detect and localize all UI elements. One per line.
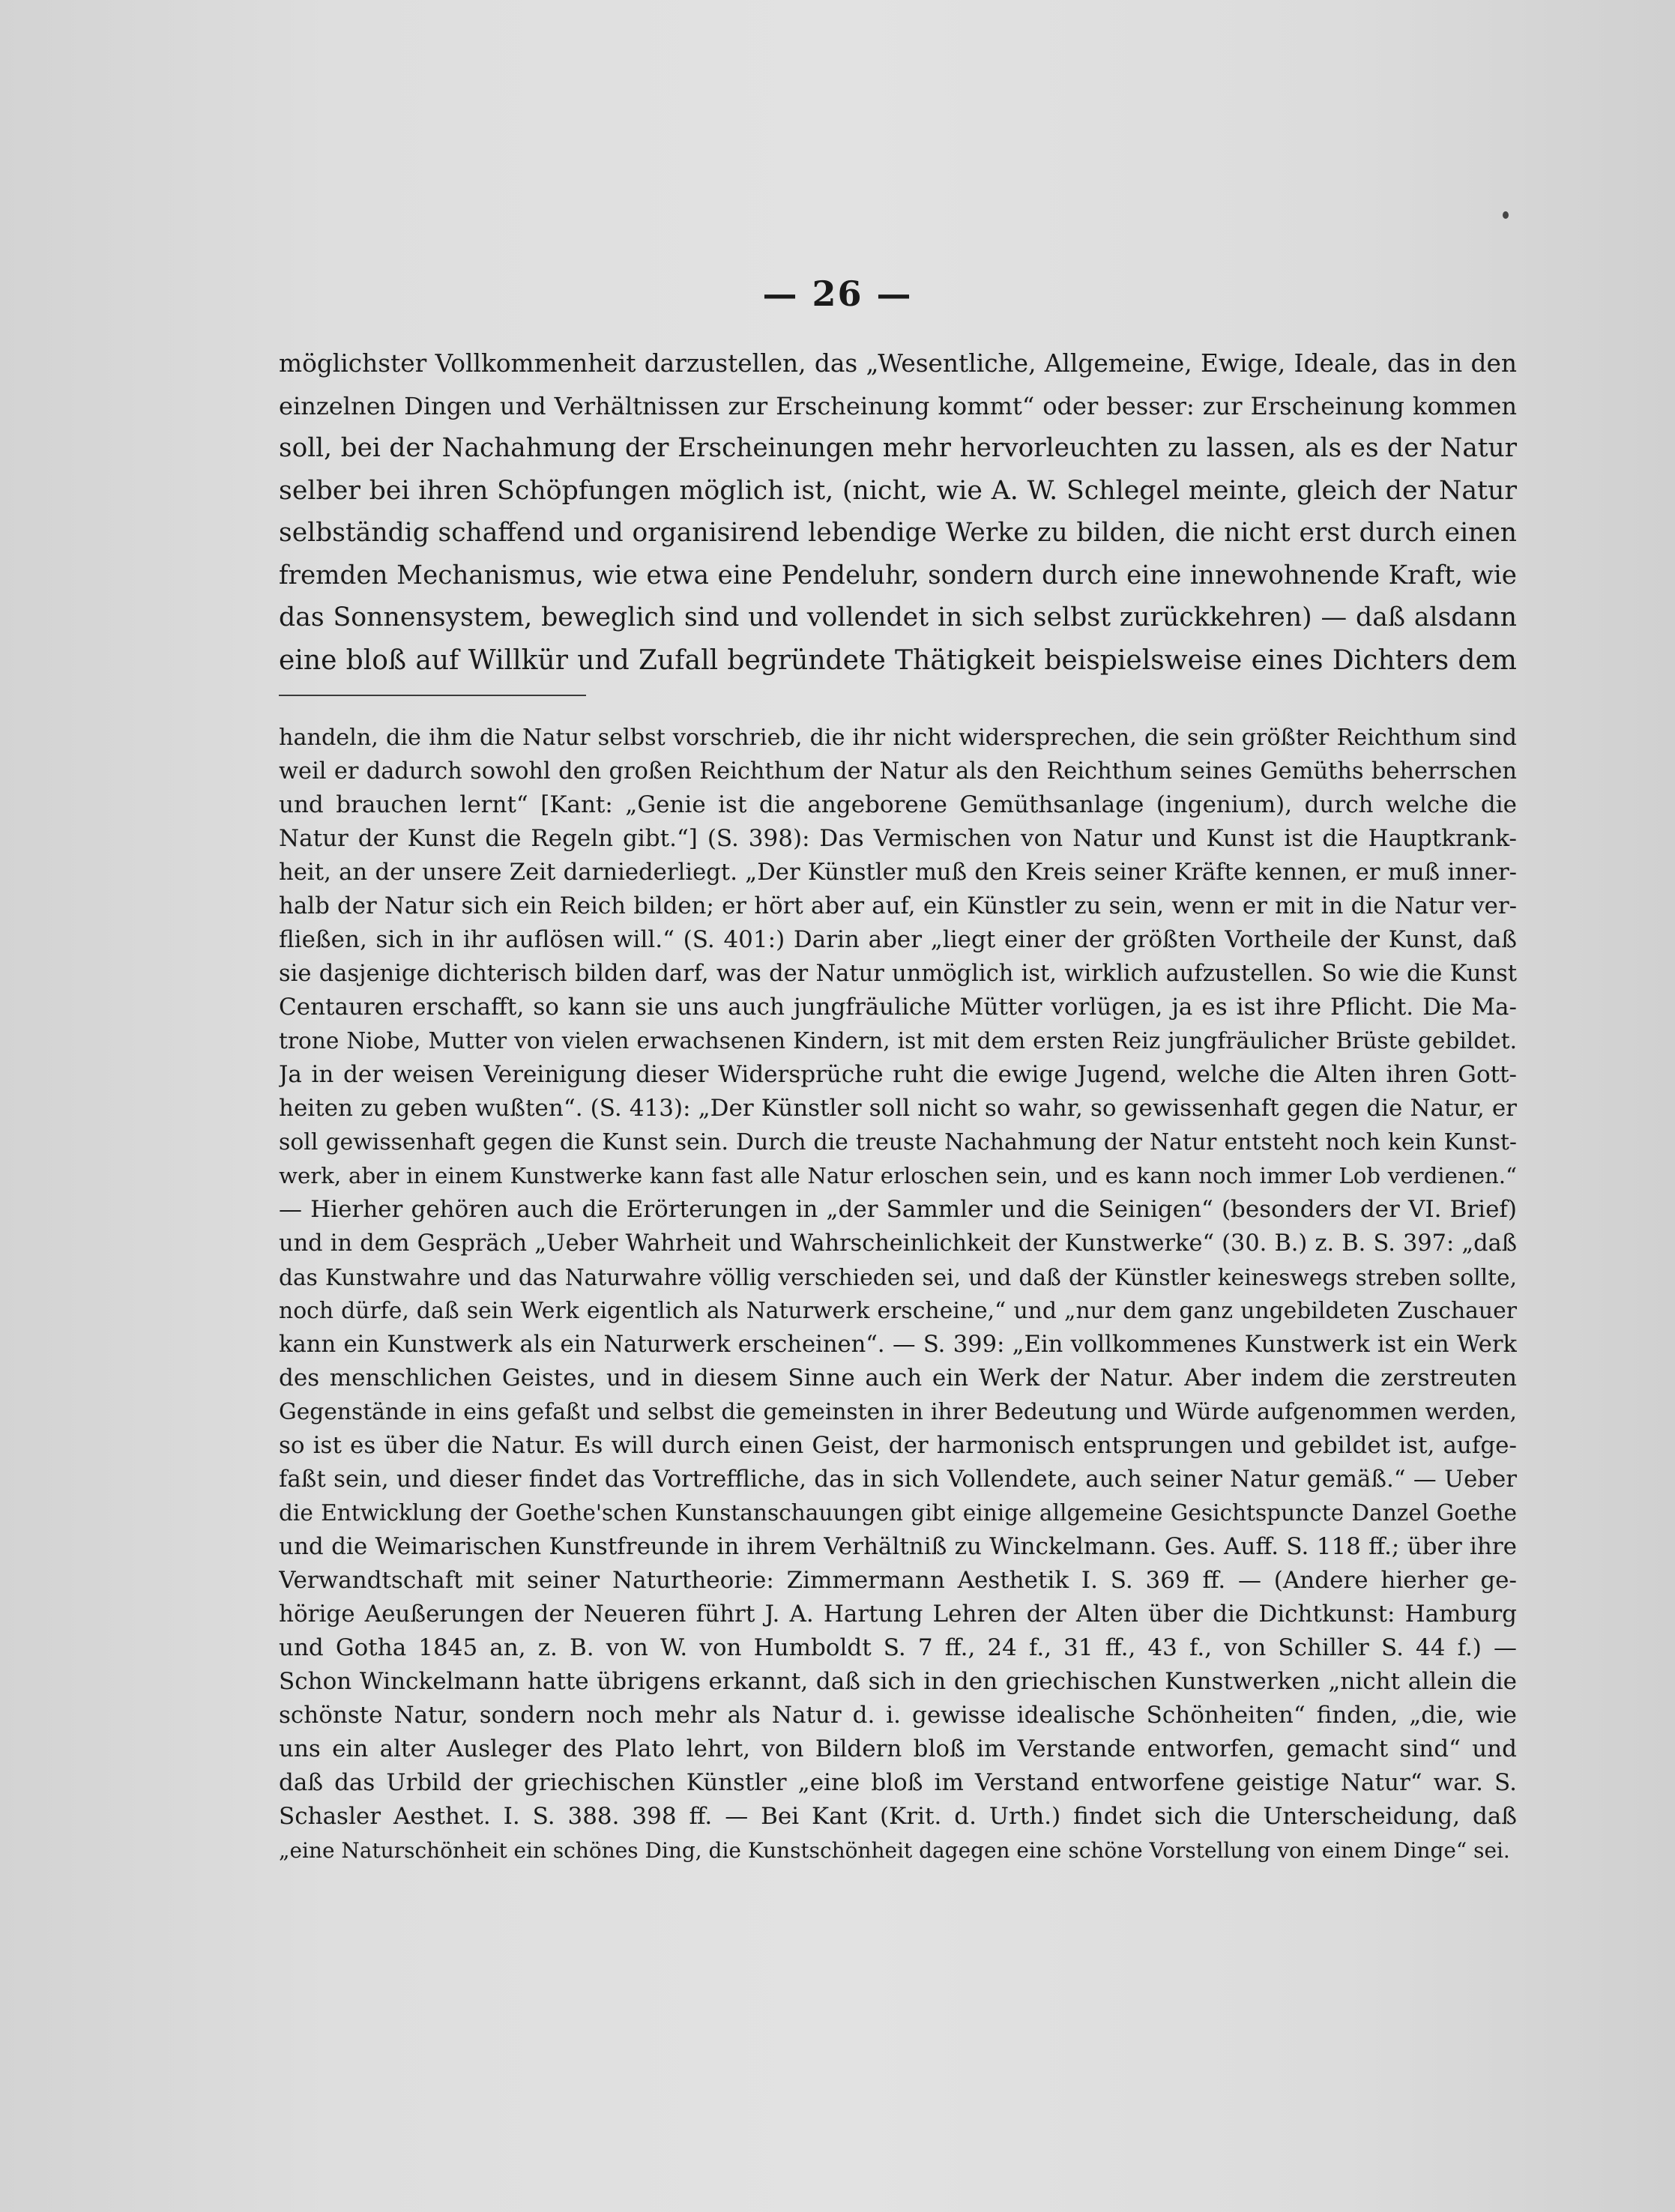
main-text — [279, 342, 1517, 681]
footnote-line: sie dasjenige dichterisch bilden darf, was der Natur unmöglich ist, wirklich aufzustellen. So wie die Kunst — [279, 961, 1517, 987]
footnote-line: Centauren erschafft, so kann sie uns auch jungfräuliche Mütter vorlügen, ja es ist ihre Pflicht. Die Ma- — [279, 994, 1517, 1021]
text-line: soll, bei der Nachahmung der Erscheinungen mehr hervorleuchten zu lassen, als es der Natur — [279, 433, 1517, 463]
text-line: eine bloß auf Willkür und Zufall begründete Thätigkeit beispielsweise eines Dichters dem — [279, 644, 1517, 676]
footnote-line: faßt sein, und dieser findet das Vortreffliche, das in sich Vollendete, auch seiner Natur gemäß.“ — Ueber — [279, 1466, 1517, 1493]
footnote-line: uns ein alter Ausleger des Plato lehrt, von Bildern bloß im Verstande entworfen, gemacht sind“ und — [279, 1735, 1517, 1762]
text-line: selbständig schaffend und organisirend lebendige Werke zu bilden, die nicht erst durch einen — [279, 518, 1517, 548]
footnote-line: des menschlichen Geistes, und in diesem Sinne auch ein Werk der Natur. Aber indem die zerstreuten — [279, 1365, 1517, 1391]
footnote-line: halb der Natur sich ein Reich bilden; er hört aber auf, ein Künstler zu sein, wenn er mit in die Natur ver- — [279, 892, 1517, 919]
footnote-line: Schon Winckelmann hatte übrigens erkannt, daß sich in den griechischen Kunstwerken „nicht allein die — [279, 1668, 1517, 1695]
text-line: selber bei ihren Schöpfungen möglich ist, (nicht, wie A. W. Schlegel meinte, gleich der Natur — [279, 475, 1517, 506]
footnote-line: Ja in der weisen Vereinigung dieser Widersprüche ruht die ewige Jugend, welche die Alten ihren Gott- — [279, 1061, 1517, 1088]
footnote-line: noch dürfe, daß sein Werk eigentlich als Naturwerk erscheine,“ und „nur dem ganz ungebildeten Zuschauer — [279, 1298, 1517, 1324]
footnote-line: und in dem Gespräch „Ueber Wahrheit und Wahrscheinlichkeit der Kunstwerke“ (30. B.) z. B. S. 397: „daß — [279, 1230, 1517, 1257]
text-line: einzelnen Dingen und Verhältnissen zur Erscheinung kommt“ oder besser: zur Erscheinung kommen — [279, 391, 1517, 420]
text-line: möglichster Vollkommenheit darzustellen, das „Wesentliche, Allgemeine, Ewige, Ideale, das in den — [279, 349, 1517, 378]
footnote-line: fließen, sich in ihr auflösen will.“ (S. 401:) Darin aber „liegt einer der größten Vortheile der Kunst, daß — [279, 926, 1517, 953]
footnote-line: hörige Aeußerungen der Neueren führt J. A. Hartung Lehren der Alten über die Dichtkunst: Hamburg — [279, 1601, 1517, 1628]
footnote-line: „eine Naturschönheit ein schönes Ding, die Kunstschönheit dagegen eine schöne Vorstellung von einem Dinge“ sei. — [279, 1838, 1510, 1863]
text-line: fremden Mechanismus, wie etwa eine Pendeluhr, sondern durch eine innewohnende Kraft, wie — [279, 560, 1517, 590]
footnote-divider — [279, 695, 586, 696]
text-line: das Sonnensystem, beweglich sind und vollendet in sich selbst zurückkehren) — daß alsdann — [279, 602, 1517, 632]
footnote-line: und die Weimarischen Kunstfreunde in ihrem Verhältniß zu Winckelmann. Ges. Auff. S. 118 ff.; über ihre — [279, 1533, 1517, 1560]
footnote-line: Verwandtschaft mit seiner Naturtheorie: Zimmermann Aesthetik I. S. 369 ff. — (Andere hierher ge- — [279, 1567, 1517, 1594]
footnote-line: und brauchen lernt“ [Kant: „Genie ist die angeborene Gemüthsanlage (ingenium), durch welche die — [279, 791, 1517, 818]
footnote-line: daß das Urbild der griechischen Künstler „eine bloß im Verstand entworfene geistige Natur“ war. S. — [279, 1769, 1517, 1796]
footnote-line: heiten zu geben wußten“. (S. 413): „Der Künstler soll nicht so wahr, so gewissenhaft gegen die Natur, er — [279, 1095, 1517, 1122]
footnote-line: das Kunstwahre und das Naturwahre völlig verschieden sei, und daß der Künstler keineswegs streben sollte, — [279, 1264, 1517, 1290]
footnote-line: — Hierher gehören auch die Erörterungen in „der Sammler und die Seinigen“ (besonders der VI. Brief) — [279, 1196, 1517, 1223]
footnote-line: werk, aber in einem Kunstwerke kann fast alle Natur erloschen sein, und es kann noch immer Lob verdienen.“ — [279, 1163, 1517, 1188]
footnote-line: heit, an der unsere Zeit darniederliegt. „Der Künstler muß den Kreis seiner Kräfte kennen, er muß inner- — [279, 859, 1517, 886]
footnote-line: und Gotha 1845 an, z. B. von W. von Humboldt S. 7 ff., 24 f., 31 ff., 43 f., von Schiller S. 44 f.) — — [279, 1634, 1517, 1661]
footnote-line: Gegenstände in eins gefaßt und selbst die gemeinsten in ihrer Bedeutung und Würde aufgenommen werden, — [279, 1399, 1517, 1425]
footnote-line: kann ein Kunstwerk als ein Naturwerk erscheinen“. — S. 399: „Ein vollkommenes Kunstwerk ist ein Werk — [279, 1332, 1517, 1358]
footnote-line: Schasler Aesthet. I. S. 388. 398 ff. — Bei Kant (Krit. d. Urth.) findet sich die Unterscheidung, daß — [279, 1803, 1517, 1830]
footnote-line: handeln, die ihm die Natur selbst vorschrieb, die ihr nicht widersprechen, die sein größter Reichthum sind — [279, 725, 1517, 751]
footnote-line: schönste Natur, sondern noch mehr als Natur d. i. gewisse idealische Schönheiten“ finden, „die, wie — [279, 1702, 1517, 1729]
footnote-line: so ist es über die Natur. Es will durch einen Geist, der harmonisch entsprungen und gebildet ist, aufge- — [279, 1432, 1517, 1459]
page-number: — 26 — — [762, 274, 913, 314]
footnote-line: weil er dadurch sowohl den großen Reichthum der Natur als den Reichthum seines Gemüths beherrschen — [279, 758, 1517, 785]
footnote-line: trone Niobe, Mutter von vielen erwachsenen Kindern, ist mit dem ersten Reiz jungfräulicher Brüste gebildet. — [279, 1028, 1517, 1054]
footnote-text — [279, 721, 1517, 1867]
footnote-line: soll gewissenhaft gegen die Kunst sein. Durch die treuste Nachahmung der Natur entsteht noch kein Kunst- — [279, 1129, 1517, 1155]
footnote-line: Natur der Kunst die Regeln gibt.“] (S. 398): Das Vermischen von Natur und Kunst ist die Hauptkrank- — [279, 825, 1517, 852]
footnote-line: die Entwicklung der Goethe'schen Kunstanschauungen gibt einige allgemeine Gesichtspuncte Danzel Goethe — [279, 1500, 1517, 1526]
ink-speck — [1503, 211, 1509, 219]
